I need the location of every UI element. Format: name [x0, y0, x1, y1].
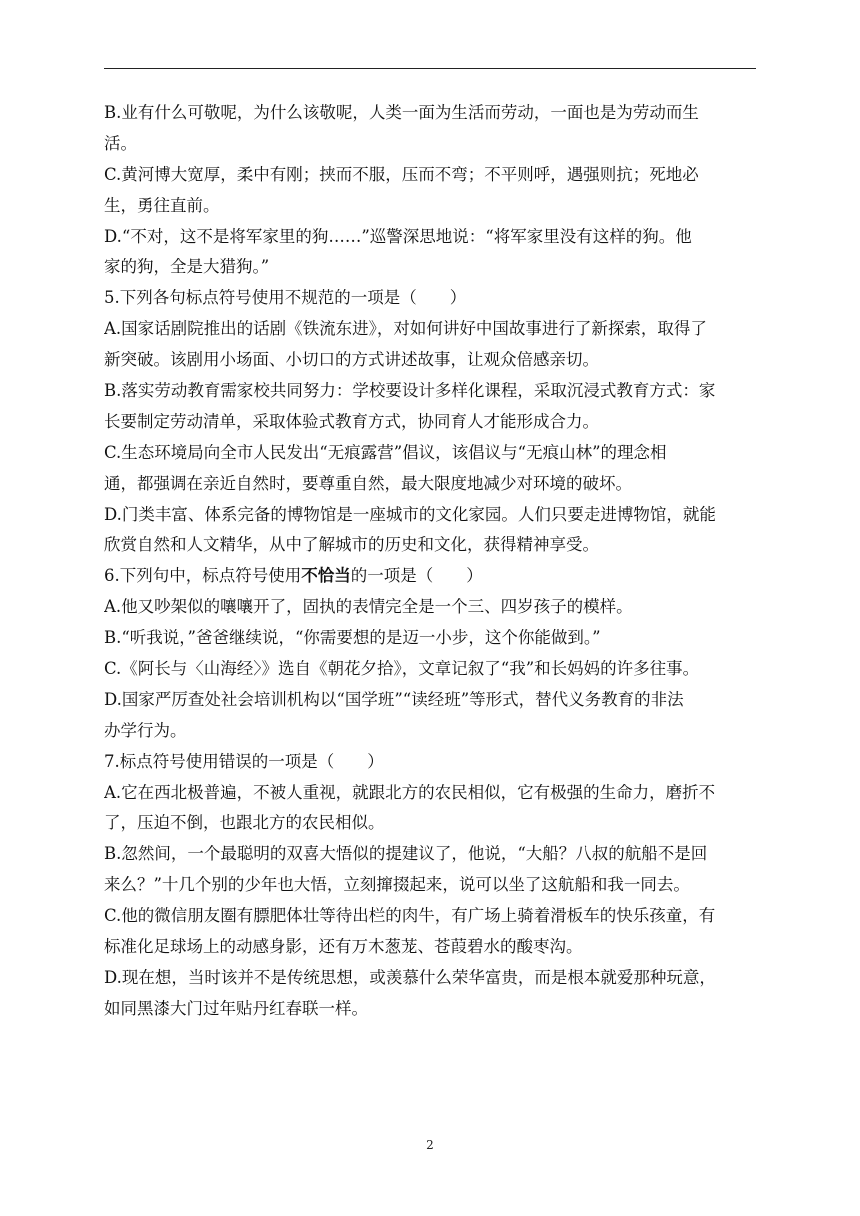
text-line: 如同黑漆大门过年贴丹红春联一样。 — [104, 998, 368, 1018]
text-line: D.国家严厉查处社会培训机构以“国学班”“读经班”等形式，替代义务教育的非法 — [104, 689, 684, 709]
text-line: 活。 — [104, 133, 137, 153]
text-line: B.业有什么可敬呢，为什么该敬呢，人类一面为生活而劳动，一面也是为劳动而生 — [104, 103, 699, 122]
question-6-suffix: 的一项是（ ） — [350, 566, 483, 586]
text-line: C.他的微信朋友圈有膘肥体壮等待出栏的肉牛，有广场上骑着滑板车的快乐孩童，有 — [104, 906, 716, 926]
question-6-prefix: 6.下列句中，标点符号使用 — [104, 566, 302, 586]
text-line: B.落实劳动教育需家校共同努力：学校要设计多样化课程，采取沉浸式教育方式：家 — [104, 381, 716, 401]
text-line: 生，勇往直前。 — [104, 195, 220, 215]
text-line: 通，都强调在亲近自然时，要尊重自然，最大限度地减少对环境的破坏。 — [104, 473, 632, 493]
question-5-stem: 5.下列各句标点符号使用不规范的一项是（ ） — [104, 288, 467, 308]
question-6-emphasis: 不恰当 — [301, 566, 351, 586]
text-line: 了，压迫不倒，也跟北方的农民相似。 — [104, 813, 385, 833]
page-number: 2 — [426, 1138, 434, 1152]
question-7-stem: 7.标点符号使用错误的一项是（ ） — [104, 751, 384, 771]
text-line: C.《阿长与〈山海经〉》选自《朝花夕拾》，文章记叙了“我”和长妈妈的许多往事。 — [104, 659, 700, 679]
text-line: A.他又吵架似的嚷嚷开了，固执的表情完全是一个三、四岁孩子的模样。 — [104, 597, 633, 617]
document-body — [104, 98, 756, 1025]
text-line: 欣赏自然和人文精华，从中了解城市的历史和文化，获得精神享受。 — [104, 535, 599, 555]
text-line: D.现在想，当时该并不是传统思想，或羡慕什么荣华富贵，而是根本就爱那种玩意， — [104, 967, 716, 987]
header-rule — [104, 68, 756, 69]
text-line: B.“听我说，”爸爸继续说，“你需要想的是迈一小步，这个你能做到。” — [104, 628, 601, 648]
text-line: D.“不对，这不是将军家里的狗……”巡警深思地说：“将军家里没有这样的狗。他 — [104, 226, 692, 246]
text-line: 标准化足球场上的动感身影，还有万木葱茏、苍葭碧水的酸枣沟。 — [104, 937, 583, 957]
text-line: D.门类丰富、体系完备的博物馆是一座城市的文化家园。人们只要走进博物馆，就能 — [104, 504, 716, 524]
text-line: 新突破。该剧用小场面、小切口的方式讲述故事，让观众倍感亲切。 — [104, 350, 599, 370]
text-line: 办学行为。 — [104, 720, 187, 740]
text-line: A.国家话剧院推出的话剧《铁流东进》，对如何讲好中国故事进行了新探索，取得了 — [104, 319, 707, 339]
text-line: A.它在西北极普遍，不被人重视，就跟北方的农民相似，它有极强的生命力，磨折不 — [104, 782, 716, 802]
text-line: B.忽然间，一个最聪明的双喜大悟似的提建议了，他说，“大船？八叔的航船不是回 — [104, 844, 708, 864]
text-line: C.黄河博大宽厚，柔中有刚；挟而不服，压而不弯；不平则呼，遇强则抗；死地必 — [104, 164, 699, 184]
text-line: 长要制定劳动清单，采取体验式教育方式，协同育人才能形成合力。 — [104, 411, 599, 431]
text-line: 家的狗，全是大猎狗。” — [104, 257, 270, 277]
question-6-stem — [104, 561, 756, 592]
text-line: 来么？”十几个别的少年也大悟，立刻撺掇起来，说可以坐了这航船和我一同去。 — [104, 875, 690, 895]
text-line: C.生态环境局向全市人民发出“无痕露营”倡议，该倡议与“无痕山林”的理念相 — [104, 442, 667, 462]
